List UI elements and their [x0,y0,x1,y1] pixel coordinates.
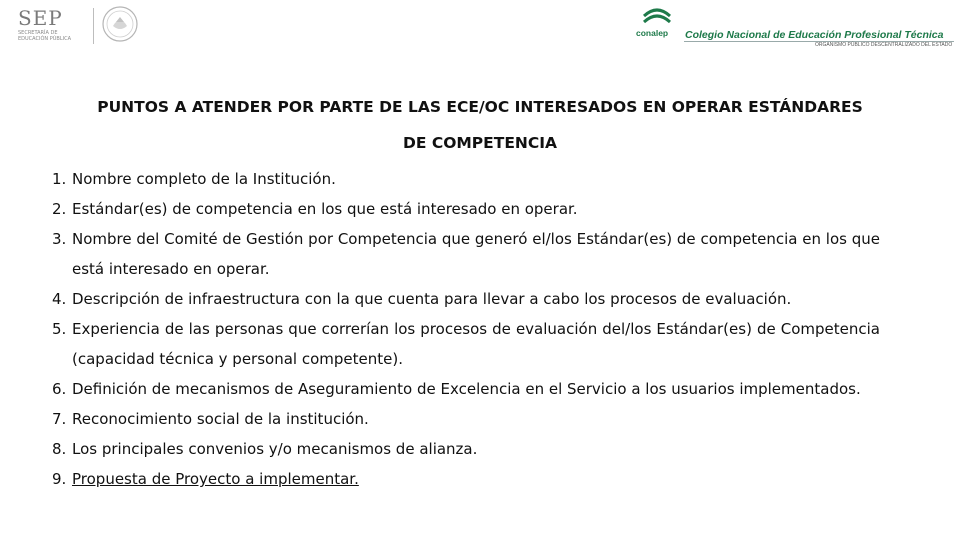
list-item-text: Nombre completo de la Institución. [72,170,336,188]
list-item-number: 5. [52,320,67,338]
list-item-text: Nombre del Comité de Gestión por Competencia que generó el/los Estándar(es) de competencia en los que está interesado en operar. [72,230,880,278]
list-item [52,194,880,224]
list-item [52,404,880,434]
requirements-list [52,164,880,494]
list-item [52,164,880,194]
list-item-text: Estándar(es) de competencia en los que está interesado en operar. [72,200,578,218]
sep-subtitle: SECRETARÍA DE EDUCACIÓN PÚBLICA [18,30,72,42]
list-item [52,314,880,374]
list-item-number: 9. [52,470,67,488]
document-title-line2: DE COMPETENCIA [402,134,558,152]
list-item-text: Experiencia de las personas que correrían los procesos de evaluación del/los Estándar(es) de Competencia (capacidad técnica y personal competente). [72,320,880,368]
logo-divider [93,8,94,44]
header-bar [0,0,960,56]
list-item-number: 8. [52,440,67,458]
list-item-text: Reconocimiento social de la institución. [72,410,369,428]
list-item [52,434,880,464]
list-item [52,374,880,404]
list-item-text: Propuesta de Proyecto a implementar. [72,470,359,488]
list-item-number: 2. [52,200,67,218]
colegio-subtitle: ORGANISMO PÚBLICO DESCENTRALIZADO DEL ESTADO [815,42,953,48]
list-item-number: 3. [52,230,67,248]
list-item [52,464,880,494]
list-item-number: 7. [52,410,67,428]
list-item [52,284,880,314]
document-title-line1: PUNTOS A ATENDER POR PARTE DE LAS ECE/OC INTERESADOS EN OPERAR ESTÁNDARES [97,98,863,116]
list-item-number: 6. [52,380,67,398]
sep-logo: SEP [18,6,63,30]
national-seal-icon [100,4,140,44]
list-item-text: Descripción de infraestructura con la que cuenta para llevar a cabo los procesos de evaluación. [72,290,792,308]
conalep-wordmark: conalep [636,28,669,38]
list-item-number: 1. [52,170,67,188]
list-item-text: Definición de mecanismos de Aseguramiento de Excelencia en el Servicio a los usuarios implementados. [72,380,861,398]
list-item-number: 4. [52,290,67,308]
list-item-text: Los principales convenios y/o mecanismos de alianza. [72,440,478,458]
conalep-logo-icon [640,6,674,28]
colegio-title: Colegio Nacional de Educación Profesional Técnica [685,29,944,41]
list-item [52,224,880,284]
